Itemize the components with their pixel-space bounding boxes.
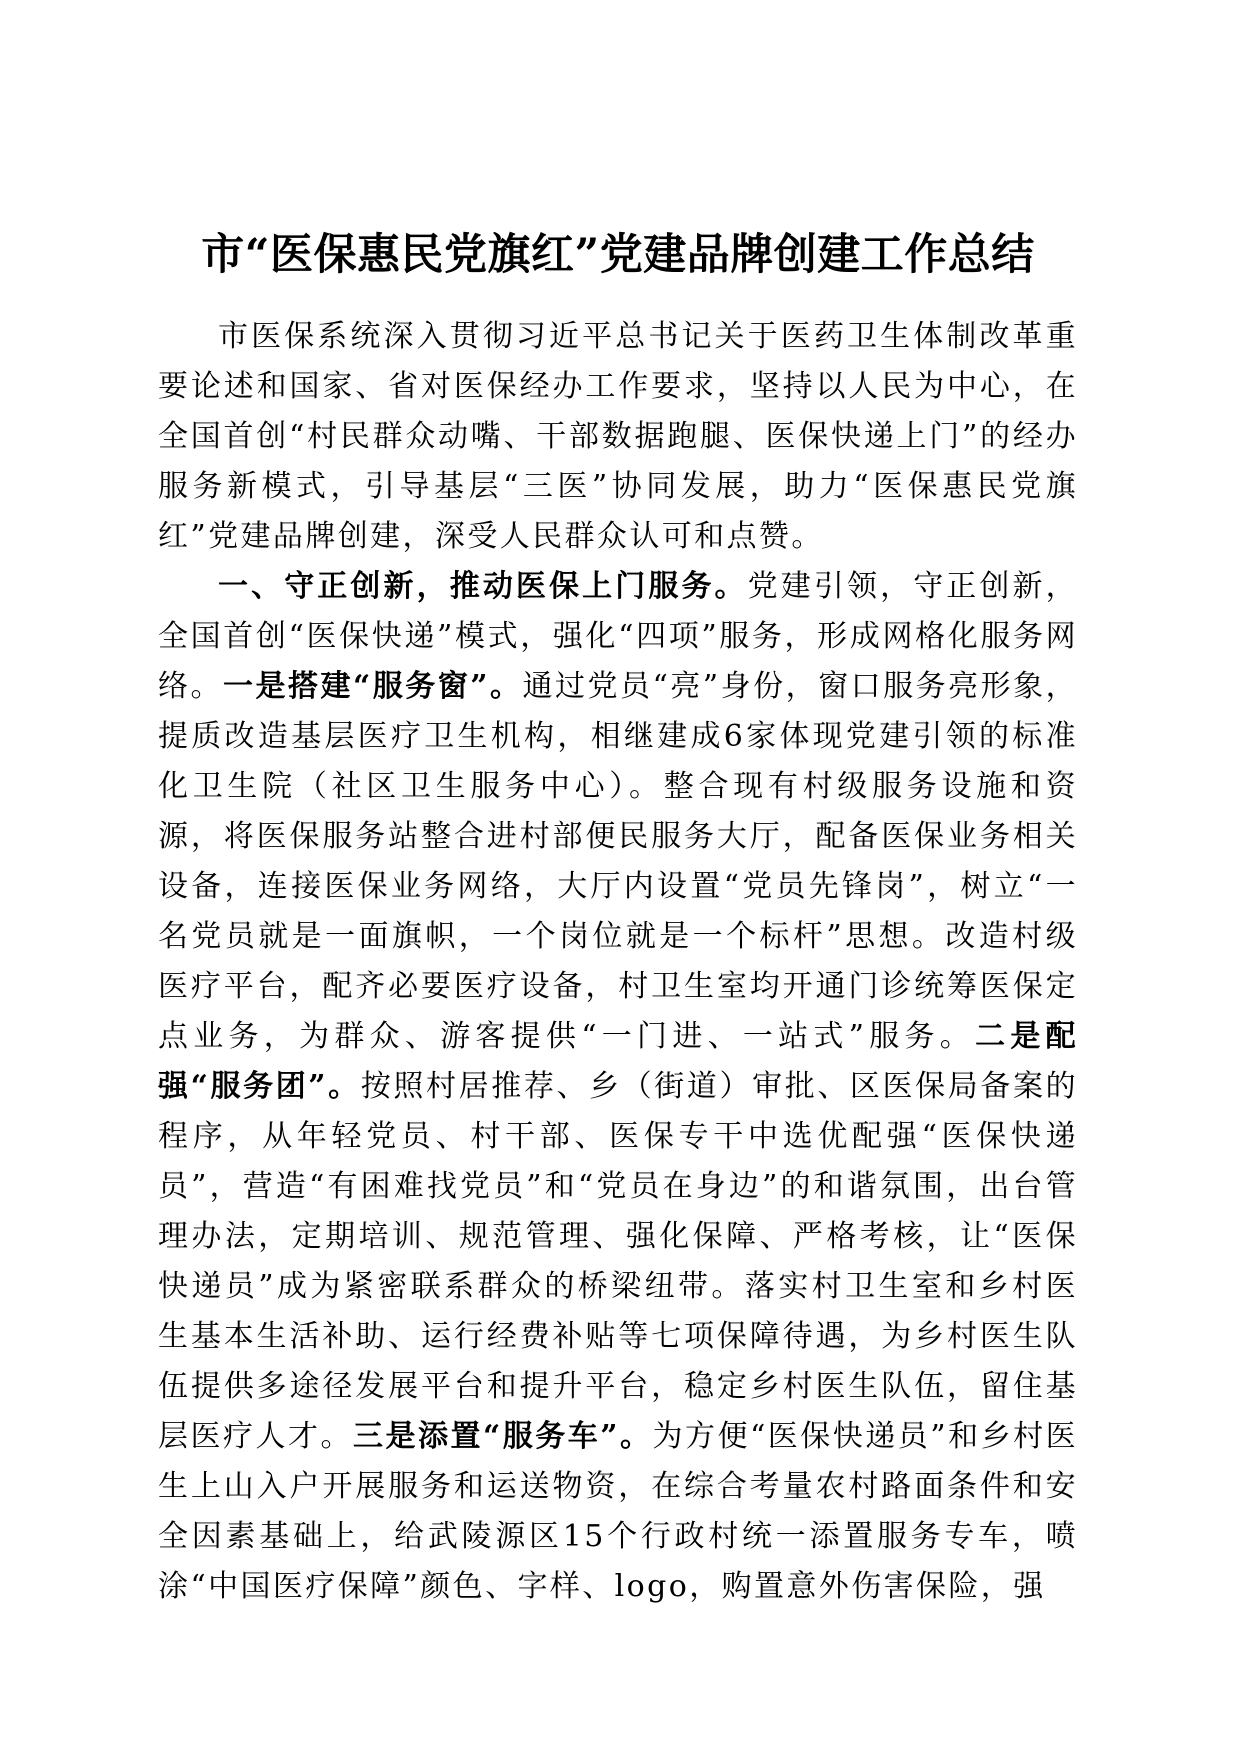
point-1-heading: 一是搭建“服务窗”。 <box>223 669 523 704</box>
section-1-heading: 一、守正创新，推动医保上门服务。 <box>218 569 748 604</box>
point-3-text: 为方便“医保快递员”和乡村医生上山入户开展服务和运送物资，在综合考量农村路面条件和安全因素基础上，给武陵源区15个行政村统一添置服务专车，喷涂“中国医疗保障”颜色、字样、logo，购置意外伤害保险，强 <box>158 1419 1078 1604</box>
intro-paragraph: 市医保系统深入贯彻习近平总书记关于医药卫生体制改革重要论述和国家、省对医保经办工作要求，坚持以人民为中心，在全国首创“村民群众动嘴、干部数据跑腿、医保快递上门”的经办服务新模式，引导基层“三医”协同发展，助力“医保惠民党旗红”党建品牌创建，深受人民群众认可和点赞。 <box>158 319 1078 554</box>
section-1-lead: 党建引领，守正创新，全国首创“医保快递”模式，强化“四项”服务，形成网格化服务网络。 <box>158 569 1079 704</box>
section-1-paragraph <box>158 562 1078 1612</box>
point-3-heading: 三是添置“服务车”。 <box>352 1419 653 1454</box>
document-page <box>158 224 1078 1612</box>
point-1-text: 通过党员“亮”身份，窗口服务亮形象，提质改造基层医疗卫生机构，相继建成6家体现党建引领的标准化卫生院（社区卫生服务中心）。整合现有村级服务设施和资源，将医保服务站整合进村部便民服务大厅，配备医保业务相关设备，连接医保业务网络，大厅内设置“党员先锋岗”，树立“一名党员就是一面旗帜，一个岗位就是一个标杆”思想。改造村级医疗平台，配齐必要医疗设备，村卫生室均开通门诊统筹医保定点业务，为群众、游客提供“一门进、一站式”服务。 <box>158 669 1078 1054</box>
document-title: 市“医保惠民党旗红”党建品牌创建工作总结 <box>201 230 1035 280</box>
point-2-text: 按照村居推荐、乡（街道）审批、区医保局备案的程序，从年轻党员、村干部、医保专干中选优配强“医保快递员”，营造“有困难找党员”和“党员在身边”的和谐氛围，出台管理办法，定期培训、规范管理、强化保障、严格考核，让“医保快递员”成为紧密联系群众的桥梁纽带。落实村卫生室和乡村医生基本生活补助、运行经费补贴等七项保障待遇，为乡村医生队伍提供多途径发展平台和提升平台，稳定乡村医生队伍，留住基层医疗人才。 <box>158 1069 1078 1454</box>
point-2-heading: 二是配强“服务团”。 <box>158 1019 1078 1104</box>
